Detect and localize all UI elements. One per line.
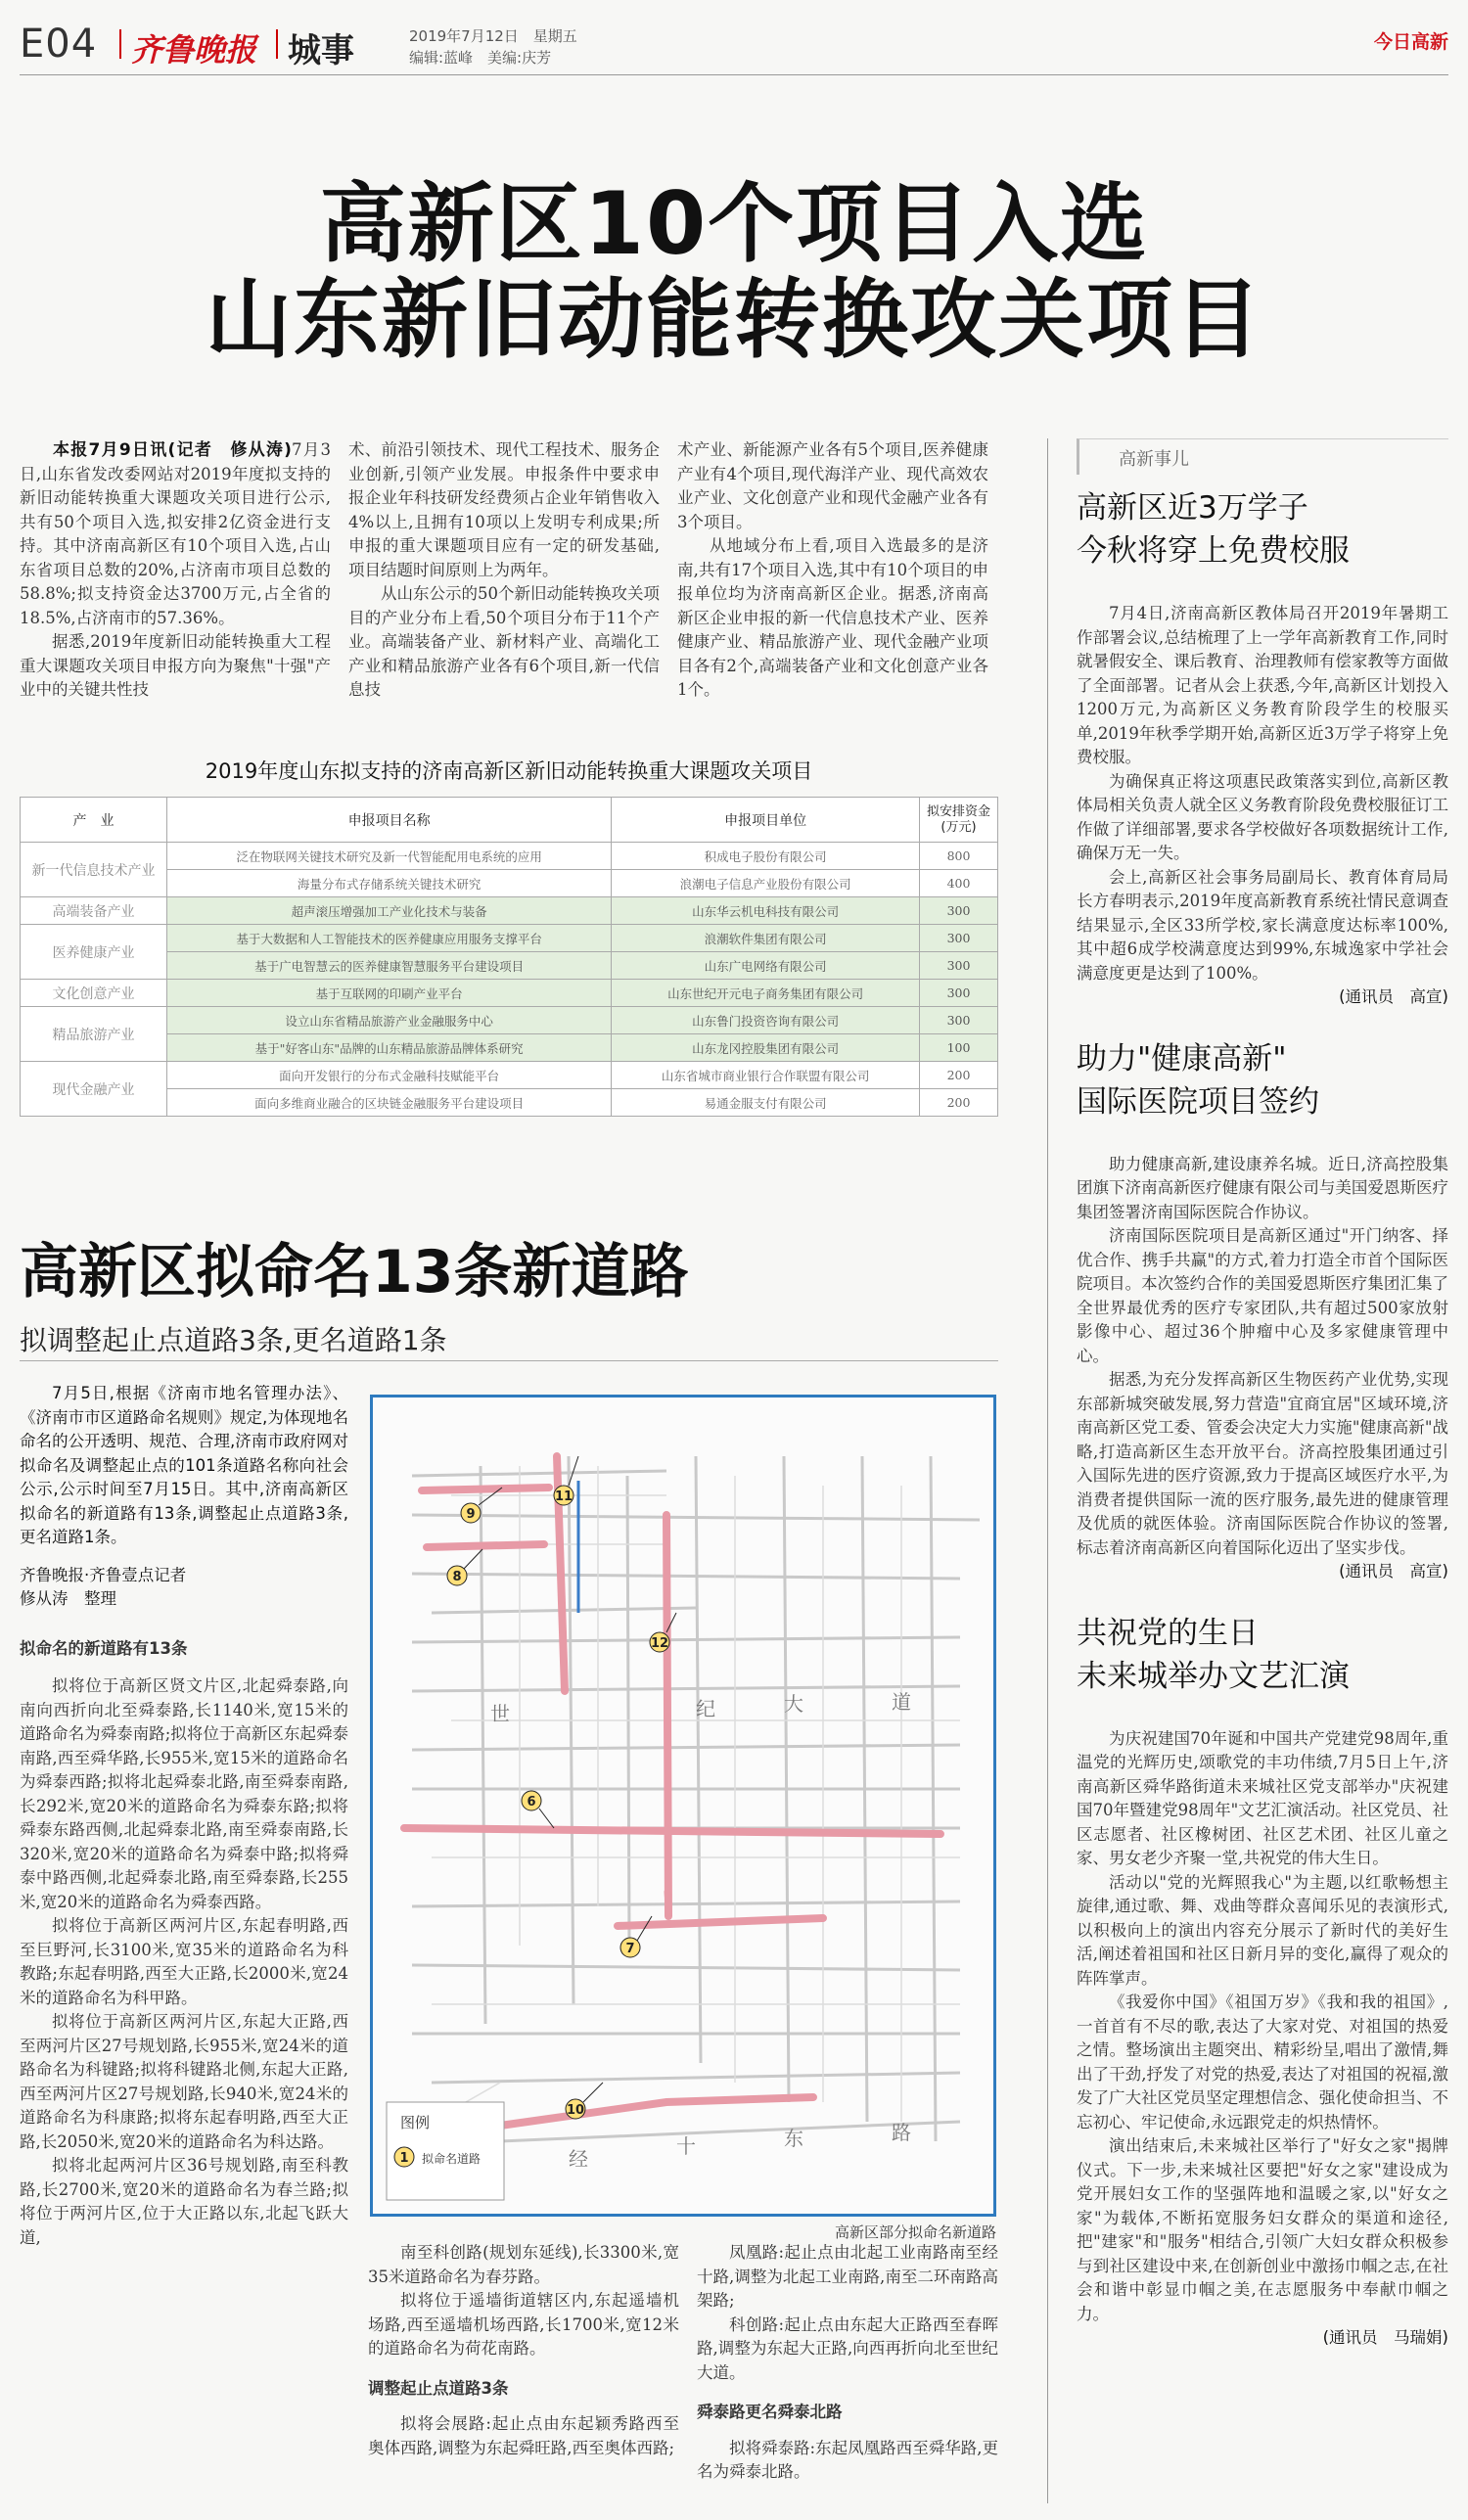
story-paragraph: 济南国际医院项目是高新区通过"开门纳客、择优合作、携手共赢"的方式,着力打造全市首个国际医院项目。本次签约合作的美国爱恩斯医疗集团汇集了全世界最优秀的医疗专家团队,共有超过500家放射影像中心、超过36个肿瘤中心及多家健康管理中心。 bbox=[1077, 1226, 1448, 1365]
article2-col1-text bbox=[20, 1674, 348, 2250]
article2-paragraph: 拟将位于高新区两河片区,东起春明路,西至巨野河,长3100米,宽35米的道路命名为科教路;东起春明路,西至大正路,长2000米,宽24米的道路命名为科甲路。 bbox=[20, 1916, 348, 2007]
story-title: 高新区近3万学子 bbox=[1077, 490, 1308, 526]
article1-paragraph: 术、前沿引领技术、现代工程技术、服务企业创新,引领产业发展。申报条件中要求申报企业年科技研发经费须占企业年销售收入4%以上,且拥有10项以上发明专利成果;所申报的重大课题项目应有一定的研发基础,项目结题时间原则上为两年。 bbox=[348, 440, 660, 579]
project-table-wrap bbox=[20, 797, 998, 1117]
map-road-label: 东 bbox=[784, 2127, 803, 2150]
story-title: 国际医院项目签约 bbox=[1077, 1083, 1319, 1120]
article1-paragraph: 据悉,2019年度新旧动能转换重大工程重大课题攻关项目申报方向为聚焦"十强"产业中的关键共性技 bbox=[20, 632, 331, 699]
map-road-label: 十 bbox=[676, 2134, 696, 2158]
unit-cell: 山东龙冈控股集团有限公司 bbox=[612, 1034, 920, 1062]
unit-cell: 山东鲁门投资咨询有限公司 bbox=[612, 1007, 920, 1034]
table-row bbox=[21, 1062, 998, 1089]
unit-cell: 浪潮电子信息产业股份有限公司 bbox=[612, 870, 920, 897]
sidebar-divider bbox=[1047, 438, 1048, 2503]
unit-cell: 易通金服支付有限公司 bbox=[612, 1089, 920, 1117]
issue-date: 2019年7月12日 星期五 bbox=[409, 27, 577, 45]
table-row bbox=[21, 843, 998, 870]
byline: 齐鲁晚报·齐鲁壹点记者 bbox=[20, 1565, 187, 1584]
map-road-label: 经 bbox=[569, 2147, 588, 2171]
svg-text:9: 9 bbox=[466, 1507, 476, 1522]
unit-cell: 山东世纪开元电子商务集团有限公司 bbox=[612, 980, 920, 1007]
article2-paragraph: 南至科创路(规划东延线),长3300米,宽35米道路命名为春芬路。 bbox=[368, 2243, 679, 2286]
table-title: 2019年度山东拟支持的济南高新区新旧动能转换重大课题攻关项目 bbox=[205, 759, 813, 783]
map-road-label: 纪 bbox=[696, 1697, 715, 1720]
svg-text:图例: 图例 bbox=[400, 2114, 431, 2131]
story-paragraph: 为确保真正将这项惠民政策落实到位,高新区教体局相关负责人就全区义务教育阶段免费校服征订工作做了详细部署,要求各学校做好各项数据统计工作,确保万无一失。 bbox=[1077, 771, 1448, 862]
divider bbox=[276, 29, 278, 59]
amount-cell: 300 bbox=[920, 980, 998, 1007]
table-header: 产 业 bbox=[21, 798, 167, 843]
credit: (通讯员 马瑞娟) bbox=[1322, 2328, 1448, 2347]
masthead bbox=[0, 0, 1468, 76]
industry-cell: 精品旅游产业 bbox=[21, 1007, 167, 1062]
divider bbox=[119, 29, 121, 59]
svg-text:1: 1 bbox=[399, 2151, 409, 2166]
project-name-cell: 海量分布式存储系统关键技术研究 bbox=[167, 870, 612, 897]
amount-cell: 800 bbox=[920, 843, 998, 870]
story-title: 共祝党的生日 bbox=[1077, 1615, 1259, 1651]
amount-cell: 300 bbox=[920, 925, 998, 952]
project-name-cell: 基于广电智慧云的医养健康智慧服务平台建设项目 bbox=[167, 952, 612, 980]
amount-cell: 300 bbox=[920, 952, 998, 980]
story-paragraph: 活动以"党的光辉照我心"为主题,以红歌畅想主旋律,通过歌、舞、戏曲等群众喜闻乐见的表演形式,以积极向上的演出内容充分展示了新时代的美好生活,阐述着祖国和社区日新月异的变化,赢得了观众的阵阵掌声。 bbox=[1077, 1872, 1448, 1988]
project-name-cell: 泛在物联网关键技术研究及新一代智能配用电系统的应用 bbox=[167, 843, 612, 870]
amount-cell: 200 bbox=[920, 1062, 998, 1089]
svg-text:8: 8 bbox=[452, 1570, 462, 1584]
map-legend bbox=[387, 2102, 504, 2200]
story-title: 助力"健康高新" bbox=[1077, 1040, 1287, 1077]
road-map bbox=[370, 1395, 996, 2217]
unit-cell: 山东广电网络有限公司 bbox=[612, 952, 920, 980]
article1-paragraph: 从地域分布上看,项目入选最多的是济南,共有17个项目入选,其中有10个项目的申报单位均为济南高新区企业。据悉,济南高新区企业申报的新一代信息技术产业、医养健康产业、精品旅游产业、现代金融产业项目各有2个,高端装备产业和文化创意产业各1个。 bbox=[677, 536, 988, 699]
article1-paragraph: 术产业、新能源产业各有5个项目,医养健康产业有4个项目,现代海洋产业、现代高效农业产业、文化创意产业和现代金融产业各有3个项目。 bbox=[677, 440, 988, 531]
project-name-cell: 面向开发银行的分布式金融科技赋能平台 bbox=[167, 1062, 612, 1089]
article2-lead: 7月5日,根据《济南市地名管理办法》、《济南市市区道路命名规则》规定,为体现地名命名的公开透明、规范、合理,济南市政府网对拟命名及调整起止点的101条道路名称向社会公示,公示时间至7月15日。其中,济南高新区拟命名的新道路有13条,调整起止点道路3条,更名道路1条。 齐鲁晚报·齐鲁壹点记者 修从涛 整理 拟命名的新道路有13条 拟将位于高新区贤文片区,北起舜泰路,向南向西折向北至舜泰路,长1140米,宽15米的道路命名为舜泰南路;拟将位于高新区东起舜泰南路,西至舜华路,长955米,宽15米的道路命名为舜泰西路;拟将北起舜泰北路,南至舜泰南路,长292米,宽20米的道路命名为舜泰东路;拟将舜泰东路西侧,北起舜泰北路,南至舜泰南路,长320米,宽20米的道路命名为舜泰中路;拟将舜泰中路西侧,北起舜泰北路,南至舜泰路,长255米,宽20米的道路命名为舜泰西路。 拟将位于高新区两河片区,东起春明路,西至巨野河,长3100米,宽35米的道路命名为科教路;东起春明路,西至大正路,长2000米,宽24米的道路命名为科甲路。 拟将位于高新区两河片区,东起大正路,西至两河片区27号规划路,长955米,宽24米的道路命名为科键路;拟将科键路北侧,东起大正路,西至两河片区27号规划路,长940米,宽24米的道路命名为科康路;拟将东起春明路,西至大正路,长2050米,宽20米的道路命名为科达路。 拟将北起两河片区36号规划路,南至科教路,长2700米,宽20米的道路命名为春兰路;拟将位于两河片区,位于大正路以东,北起飞跃大道, bbox=[20, 1382, 348, 2250]
svg-text:10: 10 bbox=[566, 2103, 585, 2118]
svg-text:拟命名道路: 拟命名道路 bbox=[422, 2152, 482, 2166]
article2-paragraph: 拟将位于高新区贤文片区,北起舜泰路,向南向西折向北至舜泰路,长1140米,宽15米的道路命名为舜泰南路;拟将位于高新区东起舜泰南路,西至舜华路,长955米,宽15米的道路命名为舜泰西路;拟将北起舜泰北路,南至舜泰南路,长292米,宽20米的道路命名为舜泰东路;拟将舜泰东路西侧,北起舜泰北路,南至舜泰南路,长320米,宽20米的道路命名为舜泰中路;拟将舜泰中路西侧,北起舜泰北路,南至舜泰路,长255米,宽20米的道路命名为舜泰西路。 bbox=[20, 1676, 348, 1911]
article2-paragraph: 拟将舜泰路:东起凤凰路西至舜华路,更名为舜泰北路。 bbox=[697, 2438, 998, 2481]
map-caption: 高新区部分拟命名新道路 bbox=[834, 2223, 996, 2241]
amount-cell: 100 bbox=[920, 1034, 998, 1062]
story-paragraph: 为庆祝建国70年诞和中国共产党建党98周年,重温党的光辉历史,颂歌党的丰功伟绩,7月5日上午,济南高新区舜华路街道未来城社区党支部举办"庆祝建国70年暨建党98周年"文艺汇演活动。社区党员、社区志愿者、社区橡树团、社区艺术团、社区儿童之家、男女老少齐聚一堂,共祝党的伟大生日。 bbox=[1077, 1728, 1448, 1867]
svg-text:11: 11 bbox=[554, 1489, 573, 1504]
industry-cell: 新一代信息技术产业 bbox=[21, 843, 167, 897]
amount-cell: 400 bbox=[920, 870, 998, 897]
article2-paragraph: 拟将位于高新区两河片区,东起大正路,西至两河片区27号规划路,长955米,宽24米的道路命名为科键路;拟将科键路北侧,东起大正路,西至两河片区27号规划路,长940米,宽24米的道路命名为科康路;拟将东起春明路,西至大正路,长2050米,宽20米的道路命名为科达路。 bbox=[20, 2012, 348, 2151]
map-road-label: 道 bbox=[892, 1690, 911, 1714]
article2-paragraph: 科创路:起止点由东起大正路西至春晖路,调整为东起大正路,向西再折向北至世纪大道。 bbox=[697, 2314, 998, 2382]
table-header: 申报项目名称 bbox=[167, 798, 612, 843]
sidebar bbox=[1077, 438, 1448, 2351]
story-paragraph: 会上,高新区社会事务局副局长、教育体育局局长方春明表示,2019年度高新教育系统社情民意调查结果显示,全区33所学校,家长满意度达标率100%,其中超6成学校满意度达到99%,东城逸家中学社会满意度更是达到了100%。 bbox=[1077, 867, 1448, 983]
subtitle-rule bbox=[20, 1360, 998, 1361]
paper-logo: 齐鲁晚报 bbox=[131, 31, 257, 69]
article1-paragraph: 7月3日,山东省发改委网站对2019年度拟支持的新旧动能转换重大课题攻关项目进行公示,共有50个项目入选,拟安排2亿资金进行支持。其中济南高新区有10个项目入选,占山东省项目总数的20%,占济南市项目总数的58.8%;拟支持资金达3700万元,占全省的18.5%,占济南市的57.36%。 bbox=[20, 440, 332, 627]
project-table bbox=[20, 797, 998, 1117]
article2-paragraph: 拟将位于遥墙街道辖区内,东起遥墙机场路,西至遥墙机场西路,长1700米,宽12米的道路命名为荷花南路。 bbox=[368, 2291, 679, 2358]
industry-cell: 高端装备产业 bbox=[21, 897, 167, 925]
industry-cell: 现代金融产业 bbox=[21, 1062, 167, 1117]
map-road-label: 世 bbox=[490, 1702, 510, 1725]
story-paragraph: 助力健康高新,建设康养名城。近日,济高控股集团旗下济南高新医疗健康有限公司与美国爱恩斯医疗集团签署济南国际医院合作协议。 bbox=[1077, 1154, 1448, 1221]
table-header: 拟安排资金(万元) bbox=[920, 798, 998, 843]
article2-paragraph: 拟将北起两河片区36号规划路,南至科教路,长2700米,宽20米的道路命名为春兰路;拟将位于两河片区,位于大正路以东,北起飞跃大道, bbox=[20, 2156, 348, 2247]
credit: (通讯员 高宣) bbox=[1339, 1562, 1448, 1581]
amount-cell: 200 bbox=[920, 1089, 998, 1117]
table-row bbox=[21, 1007, 998, 1034]
headline-line1: 高新区10个项目入选 bbox=[319, 173, 1149, 274]
amount-cell: 300 bbox=[920, 897, 998, 925]
table-row bbox=[21, 952, 998, 980]
article1-col1 bbox=[20, 438, 331, 703]
masthead-rule bbox=[20, 74, 1448, 75]
project-name-cell: 基于"好客山东"品牌的山东精品旅游品牌体系研究 bbox=[167, 1034, 612, 1062]
industry-cell: 医养健康产业 bbox=[21, 925, 167, 980]
subhead: 调整起止点道路3条 bbox=[368, 2378, 509, 2398]
article2-title: 高新区拟命名13条新道路 bbox=[20, 1238, 689, 1306]
headline bbox=[0, 173, 1468, 370]
section-name: 城事 bbox=[288, 31, 354, 70]
unit-cell: 积成电子股份有限公司 bbox=[612, 843, 920, 870]
headline-line2: 山东新旧动能转换攻关项目 bbox=[205, 269, 1262, 370]
article1-col3 bbox=[677, 438, 988, 703]
subhead: 舜泰路更名舜泰北路 bbox=[697, 2403, 843, 2421]
table-row bbox=[21, 870, 998, 897]
table-row bbox=[21, 1034, 998, 1062]
page-number: E04 bbox=[20, 22, 98, 67]
article2-col3 bbox=[697, 2241, 998, 2485]
article2-paragraph: 凤凰路:起止点由北起工业南路南至经十路,调整为北起工业南路,南至二环南路高架路; bbox=[697, 2243, 998, 2310]
table-body bbox=[21, 843, 998, 1117]
unit-cell: 山东省城市商业银行合作联盟有限公司 bbox=[612, 1062, 920, 1089]
project-name-cell: 超声滚压增强加工产业化技术与装备 bbox=[167, 897, 612, 925]
story-paragraph: 演出结束后,未来城社区举行了"好女之家"揭牌仪式。下一步,未来城社区要把"好女之家"建设成为党开展妇女工作的坚强阵地和温暖之家,以"好女之家"为载体,不断拓宽服务妇女群众的渠道和途径,把"建家"和"服务"相结合,引领广大妇女群众积极参与到社区建设中来,在创新创业中激扬巾帼之志,在社会和谐中彰显巾帼之美,在志愿服务中奉献巾帼之力。 bbox=[1077, 2136, 1448, 2323]
table-row bbox=[21, 980, 998, 1007]
article1-col2 bbox=[348, 438, 660, 703]
table-header-row bbox=[21, 798, 998, 843]
article1-paragraph: 从山东公示的50个新旧动能转换攻关项目的产业分布上看,50个项目分布于11个产业。高端装备产业、新材料产业、高端化工产业和精品旅游产业各有6个项目,新一代信息技 bbox=[348, 584, 660, 699]
article1-dateline: 本报7月9日讯(记者 修从涛) bbox=[53, 440, 292, 460]
amount-cell: 300 bbox=[920, 1007, 998, 1034]
table-row bbox=[21, 897, 998, 925]
map-road-label: 大 bbox=[784, 1692, 803, 1716]
editor-credits: 编辑:蓝峰 美编:庆芳 bbox=[409, 49, 552, 67]
table-row bbox=[21, 925, 998, 952]
column-tag: 今日高新 bbox=[1373, 31, 1448, 53]
unit-cell: 山东华云机电科技有限公司 bbox=[612, 897, 920, 925]
map-road-label: 路 bbox=[892, 2121, 911, 2144]
project-name-cell: 基于大数据和人工智能技术的医养健康应用服务支撑平台 bbox=[167, 925, 612, 952]
sidebar-kicker: 高新事儿 bbox=[1077, 438, 1448, 475]
svg-text:6: 6 bbox=[527, 1795, 536, 1810]
project-name-cell: 面向多维商业融合的区块链金融服务平台建设项目 bbox=[167, 1089, 612, 1117]
unit-cell: 浪潮软件集团有限公司 bbox=[612, 925, 920, 952]
article2-subtitle: 拟调整起止点道路3条,更名道路1条 bbox=[20, 1324, 447, 1356]
credit: (通讯员 高宣) bbox=[1339, 987, 1448, 1006]
byline: 修从涛 整理 bbox=[20, 1589, 116, 1608]
story-paragraph: 7月4日,济南高新区教体局召开2019年暑期工作部署会议,总结梳理了上一学年高新教育工作,同时就暑假安全、课后教育、治理教师有偿家教等方面做了全面部署。记者从会上获悉,今年,高新区计划投入1200万元,为高新区义务教育阶段学生的校服买单,2019年秋季学期开始,高新区近3万学子将穿上免费校服。 bbox=[1077, 604, 1448, 766]
subhead: 拟命名的新道路有13条 bbox=[20, 1638, 188, 1658]
story-paragraph: 据悉,为充分发挥高新区生物医药产业优势,实现东部新城突破发展,努力营造"宜商宜居"区域环境,济南高新区党工委、管委会决定大力实施"健康高新"战略,打造高新区生态开放平台。济高控股集团通过引入国际先进的医疗资源,致力于提高区域医疗水平,为消费者提供国际一流的医疗服务,最先进的健康管理及优质的就医体验。济南国际医院合作协议的签署,标志着济南高新区向着国际化迈出了坚实步伐。 bbox=[1077, 1370, 1448, 1557]
article2-col2 bbox=[368, 2241, 679, 2460]
table-header: 申报项目单位 bbox=[612, 798, 920, 843]
story-paragraph: 《我爱你中国》《祖国万岁》《我和我的祖国》,一首首有不尽的歌,表达了大家对党、对祖国的热爱之情。整场演出主题突出、精彩纷呈,唱出了激情,舞出了干劲,抒发了对党的热爱,表达了对祖国的祝福,激发了广大社区党员坚定理想信念、强化使命担当、不忘初心、牢记使命,永远跟党走的炽热情怀。 bbox=[1077, 1993, 1448, 2131]
article2-paragraph: 拟将会展路:起止点由东起颖秀路西至奥体西路,调整为东起舜旺路,西至奥体西路; bbox=[368, 2414, 679, 2457]
svg-text:12: 12 bbox=[650, 1636, 669, 1651]
table-row bbox=[21, 1089, 998, 1117]
project-name-cell: 基于互联网的印刷产业平台 bbox=[167, 980, 612, 1007]
map-svg bbox=[373, 1397, 993, 2214]
industry-cell: 文化创意产业 bbox=[21, 980, 167, 1007]
story-title: 今秋将穿上免费校服 bbox=[1077, 533, 1350, 569]
project-name-cell: 设立山东省精品旅游产业金融服务中心 bbox=[167, 1007, 612, 1034]
story-title: 未来城举办文艺汇演 bbox=[1077, 1658, 1350, 1694]
svg-text:7: 7 bbox=[625, 1942, 635, 1956]
